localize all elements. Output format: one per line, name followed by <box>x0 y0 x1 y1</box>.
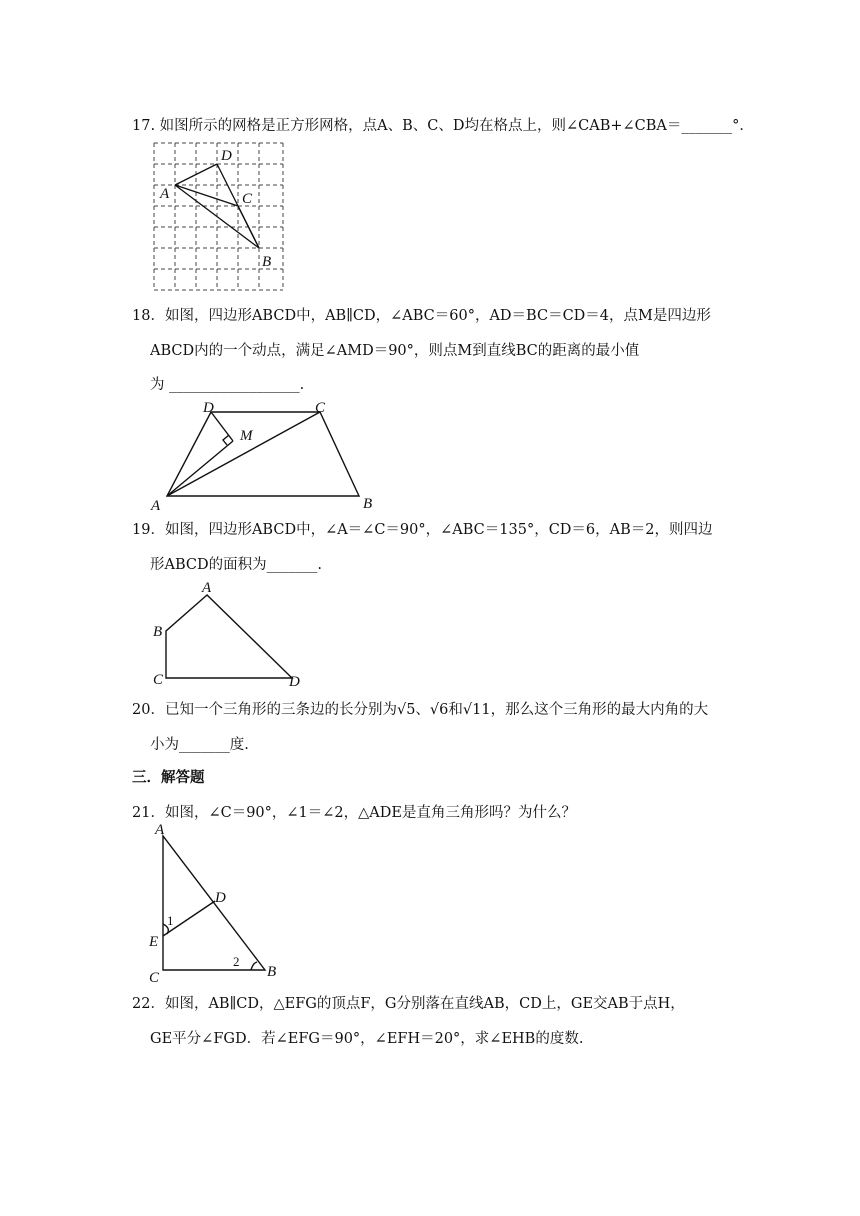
section-title: 三．解答题 <box>132 769 205 786</box>
point-e-label: E <box>149 934 159 950</box>
question-18-line-2: ABCD内的一个动点，满足∠AMD＝90°，则点M到直线BC的距离的最小值 <box>150 343 640 359</box>
question-19-figure <box>150 578 310 690</box>
point-a-label: A <box>155 822 165 838</box>
point-c-label: C <box>153 672 164 688</box>
point-a-label: A <box>160 186 170 202</box>
point-d-label: D <box>289 674 300 690</box>
point-b-label: B <box>262 254 272 270</box>
point-d-label: D <box>203 400 214 416</box>
point-d-label: D <box>215 890 226 906</box>
quadrilateral-diagram <box>150 578 310 690</box>
question-18-figure <box>145 398 385 513</box>
question-17-figure <box>150 140 290 295</box>
segment-dm <box>211 412 233 441</box>
right-angle-mark <box>223 435 229 445</box>
angle-2-label: 2 <box>233 954 240 969</box>
point-b-label: B <box>267 964 277 980</box>
grid-diagram <box>150 140 290 295</box>
point-c-label: C <box>149 970 160 986</box>
point-c-label: C <box>242 191 253 207</box>
trapezoid-outline <box>167 412 359 496</box>
point-a-label: A <box>202 580 212 596</box>
angle-2-arc <box>251 962 257 970</box>
point-b-label: B <box>153 624 163 640</box>
angle-1-label: 1 <box>167 913 174 928</box>
point-c-label: C <box>315 400 326 416</box>
question-17-text: 17. 如图所示的网格是正方形网格，点A、B、C、D均在格点上，则∠CAB+∠CBA＝_______°． <box>132 118 754 134</box>
point-b-label: B <box>363 496 373 512</box>
question-19-line-1: 19．如图，四边形ABCD中，∠A＝∠C＝90°，∠ABC＝135°，CD＝6，AB＝2，则四边 <box>132 522 713 538</box>
point-a-label: A <box>151 498 161 514</box>
question-21-figure <box>145 822 275 984</box>
point-m-label: M <box>240 428 253 444</box>
quadrilateral-outline <box>166 595 292 678</box>
trapezoid-diagram <box>145 398 385 513</box>
question-20-line-2: 小为_______度. <box>150 737 249 753</box>
question-20-line-1: 20．已知一个三角形的三条边的长分别为√5、√6和√11，那么这个三角形的最大内角的大 <box>132 702 709 718</box>
diagonal-ac <box>167 412 320 496</box>
question-18-line-1: 18．如图，四边形ABCD中，AB∥CD，∠ABC＝60°，AD＝BC＝CD＝4，点M是四边形 <box>132 308 711 324</box>
point-d-label: D <box>221 148 232 164</box>
question-22-line-1: 22．如图，AB∥CD，△EFG的顶点F，G分别落在直线AB，CD上，GE交AB于点H， <box>132 996 685 1012</box>
question-21-text: 21．如图，∠C＝90°，∠1＝∠2，△ADE是直角三角形吗？为什么？ <box>132 805 576 821</box>
question-18-line-3: 为 __________________. <box>150 377 305 393</box>
right-triangle-diagram <box>145 822 275 984</box>
triangle-outline <box>163 836 265 970</box>
segment-am <box>167 441 233 496</box>
question-22-line-2: GE平分∠FGD．若∠EFG＝90°，∠EFH＝20°，求∠EHB的度数. <box>150 1031 584 1047</box>
question-19-line-2: 形ABCD的面积为_______. <box>150 557 322 573</box>
